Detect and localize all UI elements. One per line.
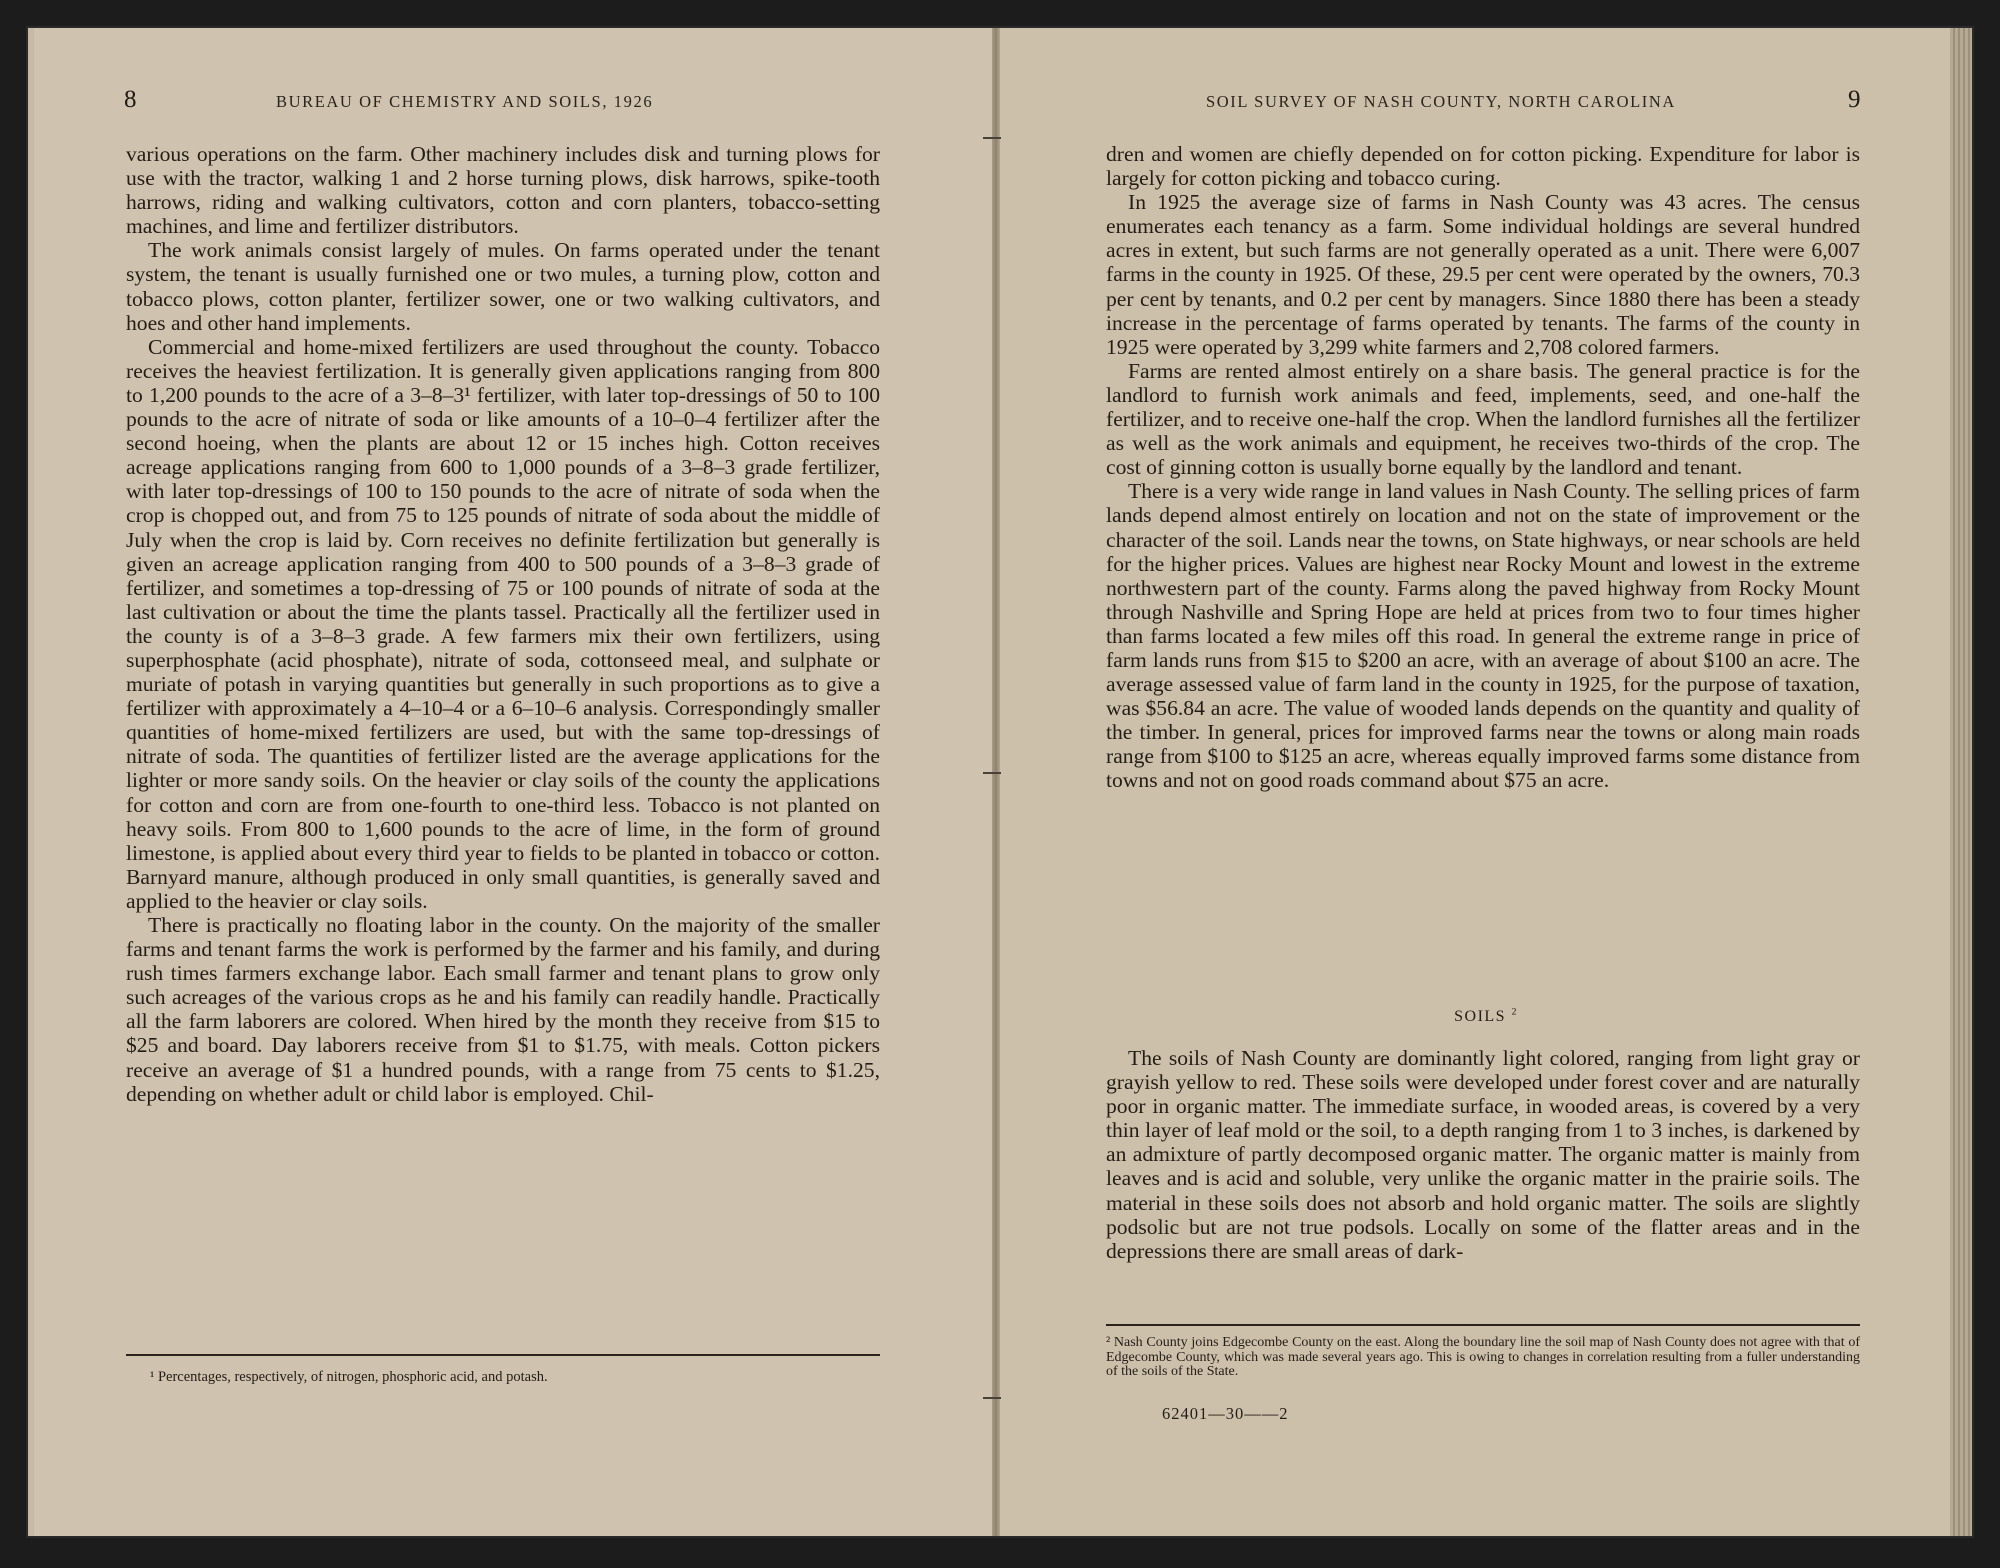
right-footnote-rule [1106,1324,1860,1326]
right-paragraph: dren and women are chiefly depended on for cotton picking. Expenditure for labor is largely for cotton picking and tobacco curing. [1106,142,1860,191]
binding-mark [983,137,1001,139]
right-running-head: SOIL SURVEY OF NASH COUNTY, NORTH CAROLINA [1206,92,1676,111]
right-paragraph: In 1925 the average size of farms in Nash County was 43 acres. The census enumerates each tenancy as a farm. Some individual holdings are several hundred acres in extent, but such farms are not generally operated as a unit. There were 6,007 farms in the county in 1925. Of these, 29.5 per cent were operated by the owners, 70.3 per cent by tenants, and 0.2 per cent by managers. Since 1880 there has been a steady increase in the percentage of farms operated by tenants. The farms of the county in 1925 were operated by 3,299 white farmers and 2,708 colored farmers. [1106,190,1860,359]
right-paragraph: There is a very wide range in land values in Nash County. The selling prices of farm lands depend almost entirely on location and not on the state of improvement or the character of the soil. Lands near the towns, on State highways, or near schools are held for the higher prices. Values are highest near Rocky Mount and lowest in the extreme northwestern part of the county. Farms along the paved highway from Rocky Mount through Nashville and Spring Hope are held at prices from two to four times higher than farms located a few miles off this road. In general the extreme range in price of farm lands runs from $15 to $200 an acre, with an average of about $100 an acre. The average assessed value of farm land in the county in 1925, for the purpose of taxation, was $56.84 an acre. The value of wooded lands depends on the quantity and quality of the timber. In general, prices for improved farms near the towns or along main roads range from $100 to $125 an acre, whereas equally improved farms some distance from towns and not on good roads command about $75 an acre. [1106,479,1860,793]
section-heading [1406,1008,1566,1026]
section-heading-footnote-ref: 2 [1511,1006,1518,1018]
soils-paragraph: The soils of Nash County are dominantly light colored, ranging from light gray or grayish yellow to red. These soils were developed under forest cover and are naturally poor in organic matter. The immediate surface, in wooded areas, is covered by a very thin layer of leaf mold or the soil, to a depth ranging from 1 to 3 inches, is darkened by an admixture of partly decomposed organic matter. The organic matter is mainly from leaves and is acid and soluble, very unlike the organic matter in the prairie soils. The material in these soils does not absorb and hold organic matter. The soils are slightly podsolic but are not true podsols. Locally on some of the flatter areas and in the depressions there are small areas of dark- [1106,1046,1860,1263]
right-page-number: 9 [1848,86,1861,113]
print-code: 62401—30——2 [1162,1404,1289,1423]
book-gutter [992,28,1000,1536]
left-text-column [126,142,880,1106]
left-running-head: BUREAU OF CHEMISTRY AND SOILS, 1926 [276,92,654,111]
binding-mark [983,1397,1001,1399]
left-footnote-rule [126,1354,880,1356]
left-paragraph: The work animals consist largely of mules. On farms operated under the tenant system, the tenant is usually furnished one or two mules, a turning plow, cotton and tobacco plows, cotton planter, fertilizer sower, one or two walking cultivators, and hoes and other hand implements. [126,238,880,335]
left-page-number: 8 [124,86,137,113]
left-footnote: ¹ Percentages, respectively, of nitrogen, phosphoric acid, and potash. [150,1369,548,1385]
right-paragraph: Farms are rented almost entirely on a share basis. The general practice is for the landlord to furnish work animals and feed, implements, seed, and one-half the fertilizer, and to receive one-half the crop. When the landlord furnishes all the fertilizer as well as the work animals and equipment, he receives two-thirds of the crop. The cost of ginning cotton is usually borne equally by the landlord and tenant. [1106,358,1860,480]
left-paragraph: various operations on the farm. Other machinery includes disk and turning plows for use with the tractor, walking 1 and 2 horse turning plows, disk harrows, spike-tooth harrows, riding and walking cultivators, cotton and corn planters, tobacco-setting machines, and lime and fertilizer distributors. [126,142,880,239]
right-footnote: ² Nash County joins Edgecombe County on the east. Along the boundary line the soil map of Nash County does not agree with that of Edgecombe County, which was made several years ago. This is owing to changes in correlation resulting from a fuller understanding of the soils of the State. [1106,1335,1860,1379]
left-paragraph: Commercial and home-mixed fertilizers are used throughout the county. Tobacco receives the heaviest fertilization. It is generally given applications ranging from 800 to 1,200 pounds to the acre of a 3–8–3¹ fertilizer, with later top-dressings of 50 to 100 pounds to the acre of nitrate of soda or like amounts of a 10–0–4 fertilizer after the second hoeing, when the plants are about 12 or 15 inches high. Cotton receives acreage applications ranging from 600 to 1,000 pounds of a 3–8–3 grade fertilizer, with later top-dressings of 100 to 150 pounds to the acre of nitrate of soda when the crop is chopped out, and from 75 to 125 pounds of nitrate of soda about the middle of July when the crop is laid by. Corn receives no definite fertilization but generally is given an acreage application ranging from 400 to 500 pounds of a 3–8–3 grade of fertilizer, and sometimes a top-dressing of 75 or 100 pounds of nitrate of soda at the last cultivation or about the time the plants tassel. Practically all the fertilizer used in the county is of a 3–8–3 grade. A few farmers mix their own fertilizers, using superphosphate (acid phosphate), nitrate of soda, cottonseed meal, and sulphate or muriate of potash in varying quantities but generally in such proportions as to give a fertilizer with approximately a 4–10–4 or a 6–10–6 analysis. Correspondingly smaller quantities of home-mixed fertilizers are used, but with the same top-dressings of nitrate of soda. The quantities of fertilizer listed are the average applications for the lighter or more sandy soils. On the heavier or clay soils of the county the applications for cotton and corn are from one-fourth to one-third less. Tobacco is not planted on heavy soils. From 800 to 1,600 pounds to the acre of lime, in the form of ground limestone, is applied about every third year to fields to be planted in tobacco or cotton. Barnyard manure, although produced in only small quantities, is generally saved and applied to the heavier or clay soils. [126,334,880,913]
page-edges [1950,28,1972,1536]
left-paragraph: There is practically no floating labor in the county. On the majority of the smaller farms and tenant farms the work is performed by the farmer and his family, and during rush times farmers exchange labor. Each small farmer and tenant plans to grow only such acreages of the various crops as he and his family can readily handle. Practically all the farm laborers are colored. When hired by the month they receive from $15 to $25 and board. Day laborers receive from $1 to $1.75, with meals. Cotton pickers receive an average of $1 a hundred pounds, with a range from 75 cents to $1.25, depending on whether adult or child labor is employed. Chil- [126,913,880,1106]
binding-mark [983,772,1001,774]
soils-text-column [1106,1046,1860,1263]
right-text-column [1106,142,1860,793]
section-heading-text: SOILS [1454,1008,1507,1025]
